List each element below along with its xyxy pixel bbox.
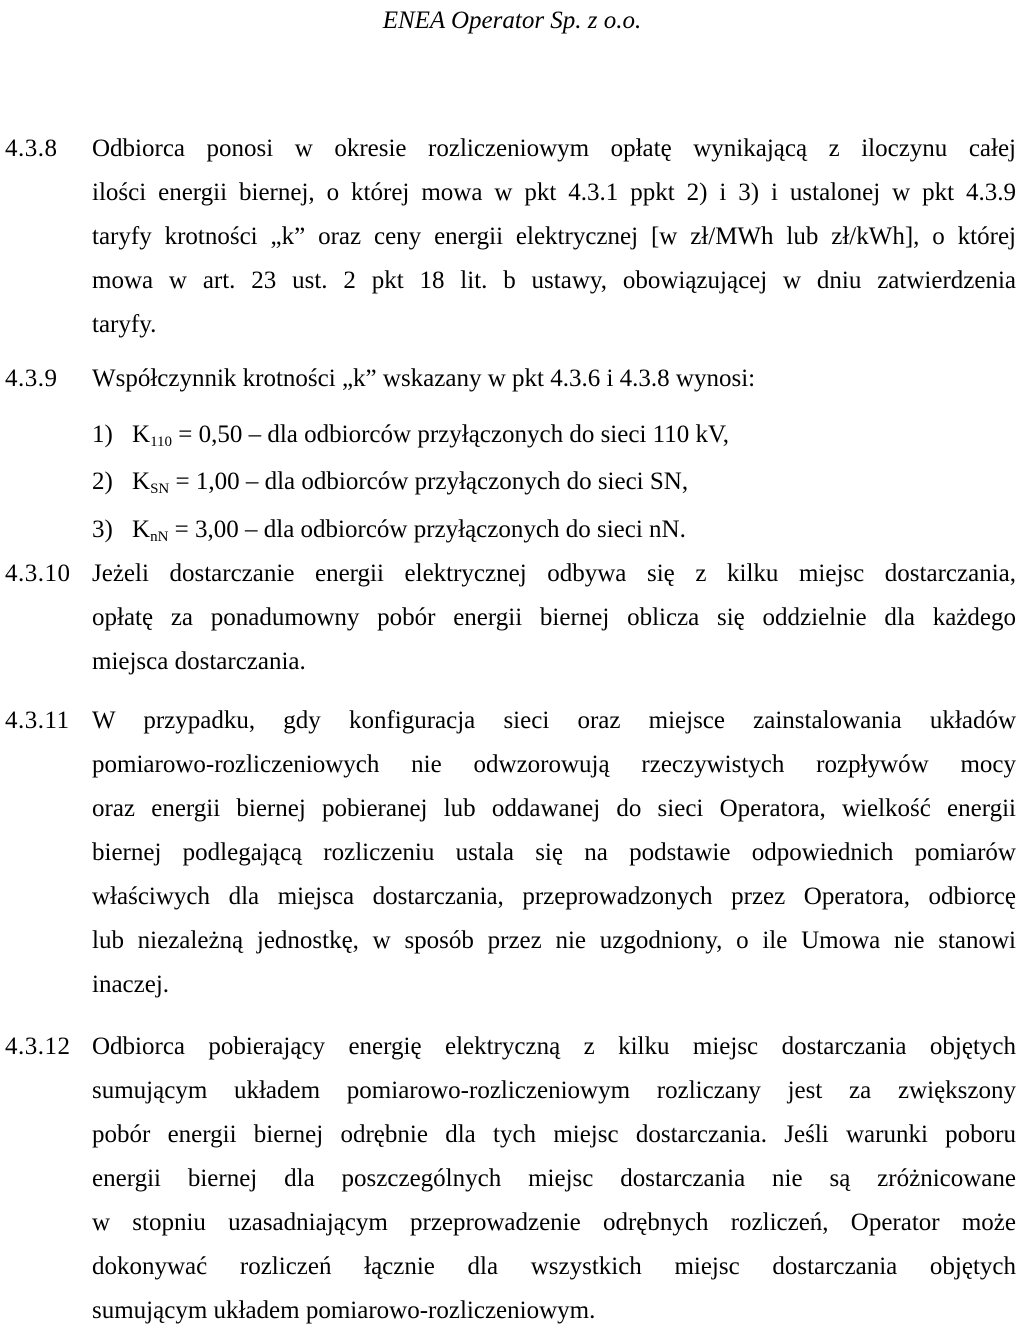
text-line: W przypadku, gdy konfiguracja sieci oraz miejsce zainstalowania układów: [92, 707, 1016, 734]
section-number: 4.3.12: [5, 1033, 71, 1060]
text-line: biernej podlegającą rozliczeniu ustala się na podstawie odpowiednich pomiarów: [92, 839, 1016, 866]
section-text: [92, 552, 1016, 684]
section-text: [92, 1025, 1016, 1333]
coefficient-item-2: [92, 460, 688, 507]
coefficient-text: = 0,50 – dla odbiorców przyłączonych do sieci 110 kV,: [172, 421, 730, 448]
list-marker: 1): [92, 421, 113, 448]
coefficient-subscript: 110: [150, 434, 173, 450]
coefficient-text: = 3,00 – dla odbiorców przyłączonych do sieci nN.: [168, 516, 686, 543]
text-line: miejsca dostarczania.: [92, 648, 306, 675]
coefficient-symbol: K: [132, 516, 151, 543]
text-line: opłatę za ponadumowny pobór energii biernej oblicza się oddzielnie dla każdego: [92, 604, 1016, 631]
text-line: taryfy.: [92, 311, 157, 338]
section-number: 4.3.11: [5, 707, 70, 734]
text-line: pomiarowo-rozliczeniowych nie odwzorowują rzeczywistych rozpływów mocy: [92, 751, 1016, 778]
text-line: ilości energii biernej, o której mowa w pkt 4.3.1 ppkt 2) i 3) i ustalonej w pkt 4.3.9: [92, 179, 1016, 206]
text-line: lub niezależną jednostkę, w sposób przez nie uzgodniony, o ile Umowa nie stanowi: [92, 927, 1016, 954]
section-text: [92, 699, 1016, 1007]
coefficient-text: = 1,00 – dla odbiorców przyłączonych do sieci SN,: [169, 468, 689, 495]
text-line: sumującym układem pomiarowo-rozliczeniowym.: [92, 1297, 596, 1324]
coefficient-item-3: [92, 508, 686, 555]
document-header: ENEA Operator Sp. z o.o.: [382, 7, 642, 34]
coefficient-item-1: [92, 413, 729, 460]
text-line: pobór energii biernej odrębnie dla tych miejsc dostarczania. Jeśli warunki poboru: [92, 1121, 1016, 1148]
coefficient-symbol: K: [132, 468, 151, 495]
text-line: Współczynnik krotności „k” wskazany w pkt 4.3.6 i 4.3.8 wynosi:: [92, 365, 756, 392]
section-text: [92, 357, 1016, 401]
text-line: Odbiorca ponosi w okresie rozliczeniowym opłatę wynikającą z iloczynu całej: [92, 135, 1016, 162]
text-line: inaczej.: [92, 971, 170, 998]
text-line: taryfy krotności „k” oraz ceny energii elektrycznej [w zł/MWh lub zł/kWh], o której: [92, 223, 1016, 250]
list-marker: 3): [92, 516, 113, 543]
list-marker: 2): [92, 468, 113, 495]
text-line: dokonywać rozliczeń łącznie dla wszystkich miejsc dostarczania objętych: [92, 1253, 1016, 1280]
text-line: Jeżeli dostarczanie energii elektrycznej odbywa się z kilku miejsc dostarczania,: [92, 560, 1016, 587]
text-line: Odbiorca pobierający energię elektryczną z kilku miejsc dostarczania objętych: [92, 1033, 1016, 1060]
coefficient-subscript: nN: [150, 529, 169, 545]
coefficient-subscript: SN: [150, 481, 170, 497]
coefficient-symbol: K: [132, 421, 151, 448]
section-text: [92, 127, 1016, 347]
text-line: w stopniu uzasadniającym przeprowadzenie odrębnych rozliczeń, Operator może: [92, 1209, 1016, 1236]
text-line: właściwych dla miejsca dostarczania, przeprowadzonych przez Operatora, odbiorcę: [92, 883, 1016, 910]
text-line: mowa w art. 23 ust. 2 pkt 18 lit. b ustawy, obowiązującej w dniu zatwierdzenia: [92, 267, 1016, 294]
section-number: 4.3.8: [5, 135, 58, 162]
text-line: sumującym układem pomiarowo-rozliczeniowym rozliczany jest za zwiększony: [92, 1077, 1016, 1104]
text-line: oraz energii biernej pobieranej lub oddawanej do sieci Operatora, wielkość energii: [92, 795, 1016, 822]
text-line: energii biernej dla poszczególnych miejsc dostarczania nie są zróżnicowane: [92, 1165, 1016, 1192]
section-number: 4.3.10: [5, 560, 71, 587]
section-number: 4.3.9: [5, 365, 58, 392]
